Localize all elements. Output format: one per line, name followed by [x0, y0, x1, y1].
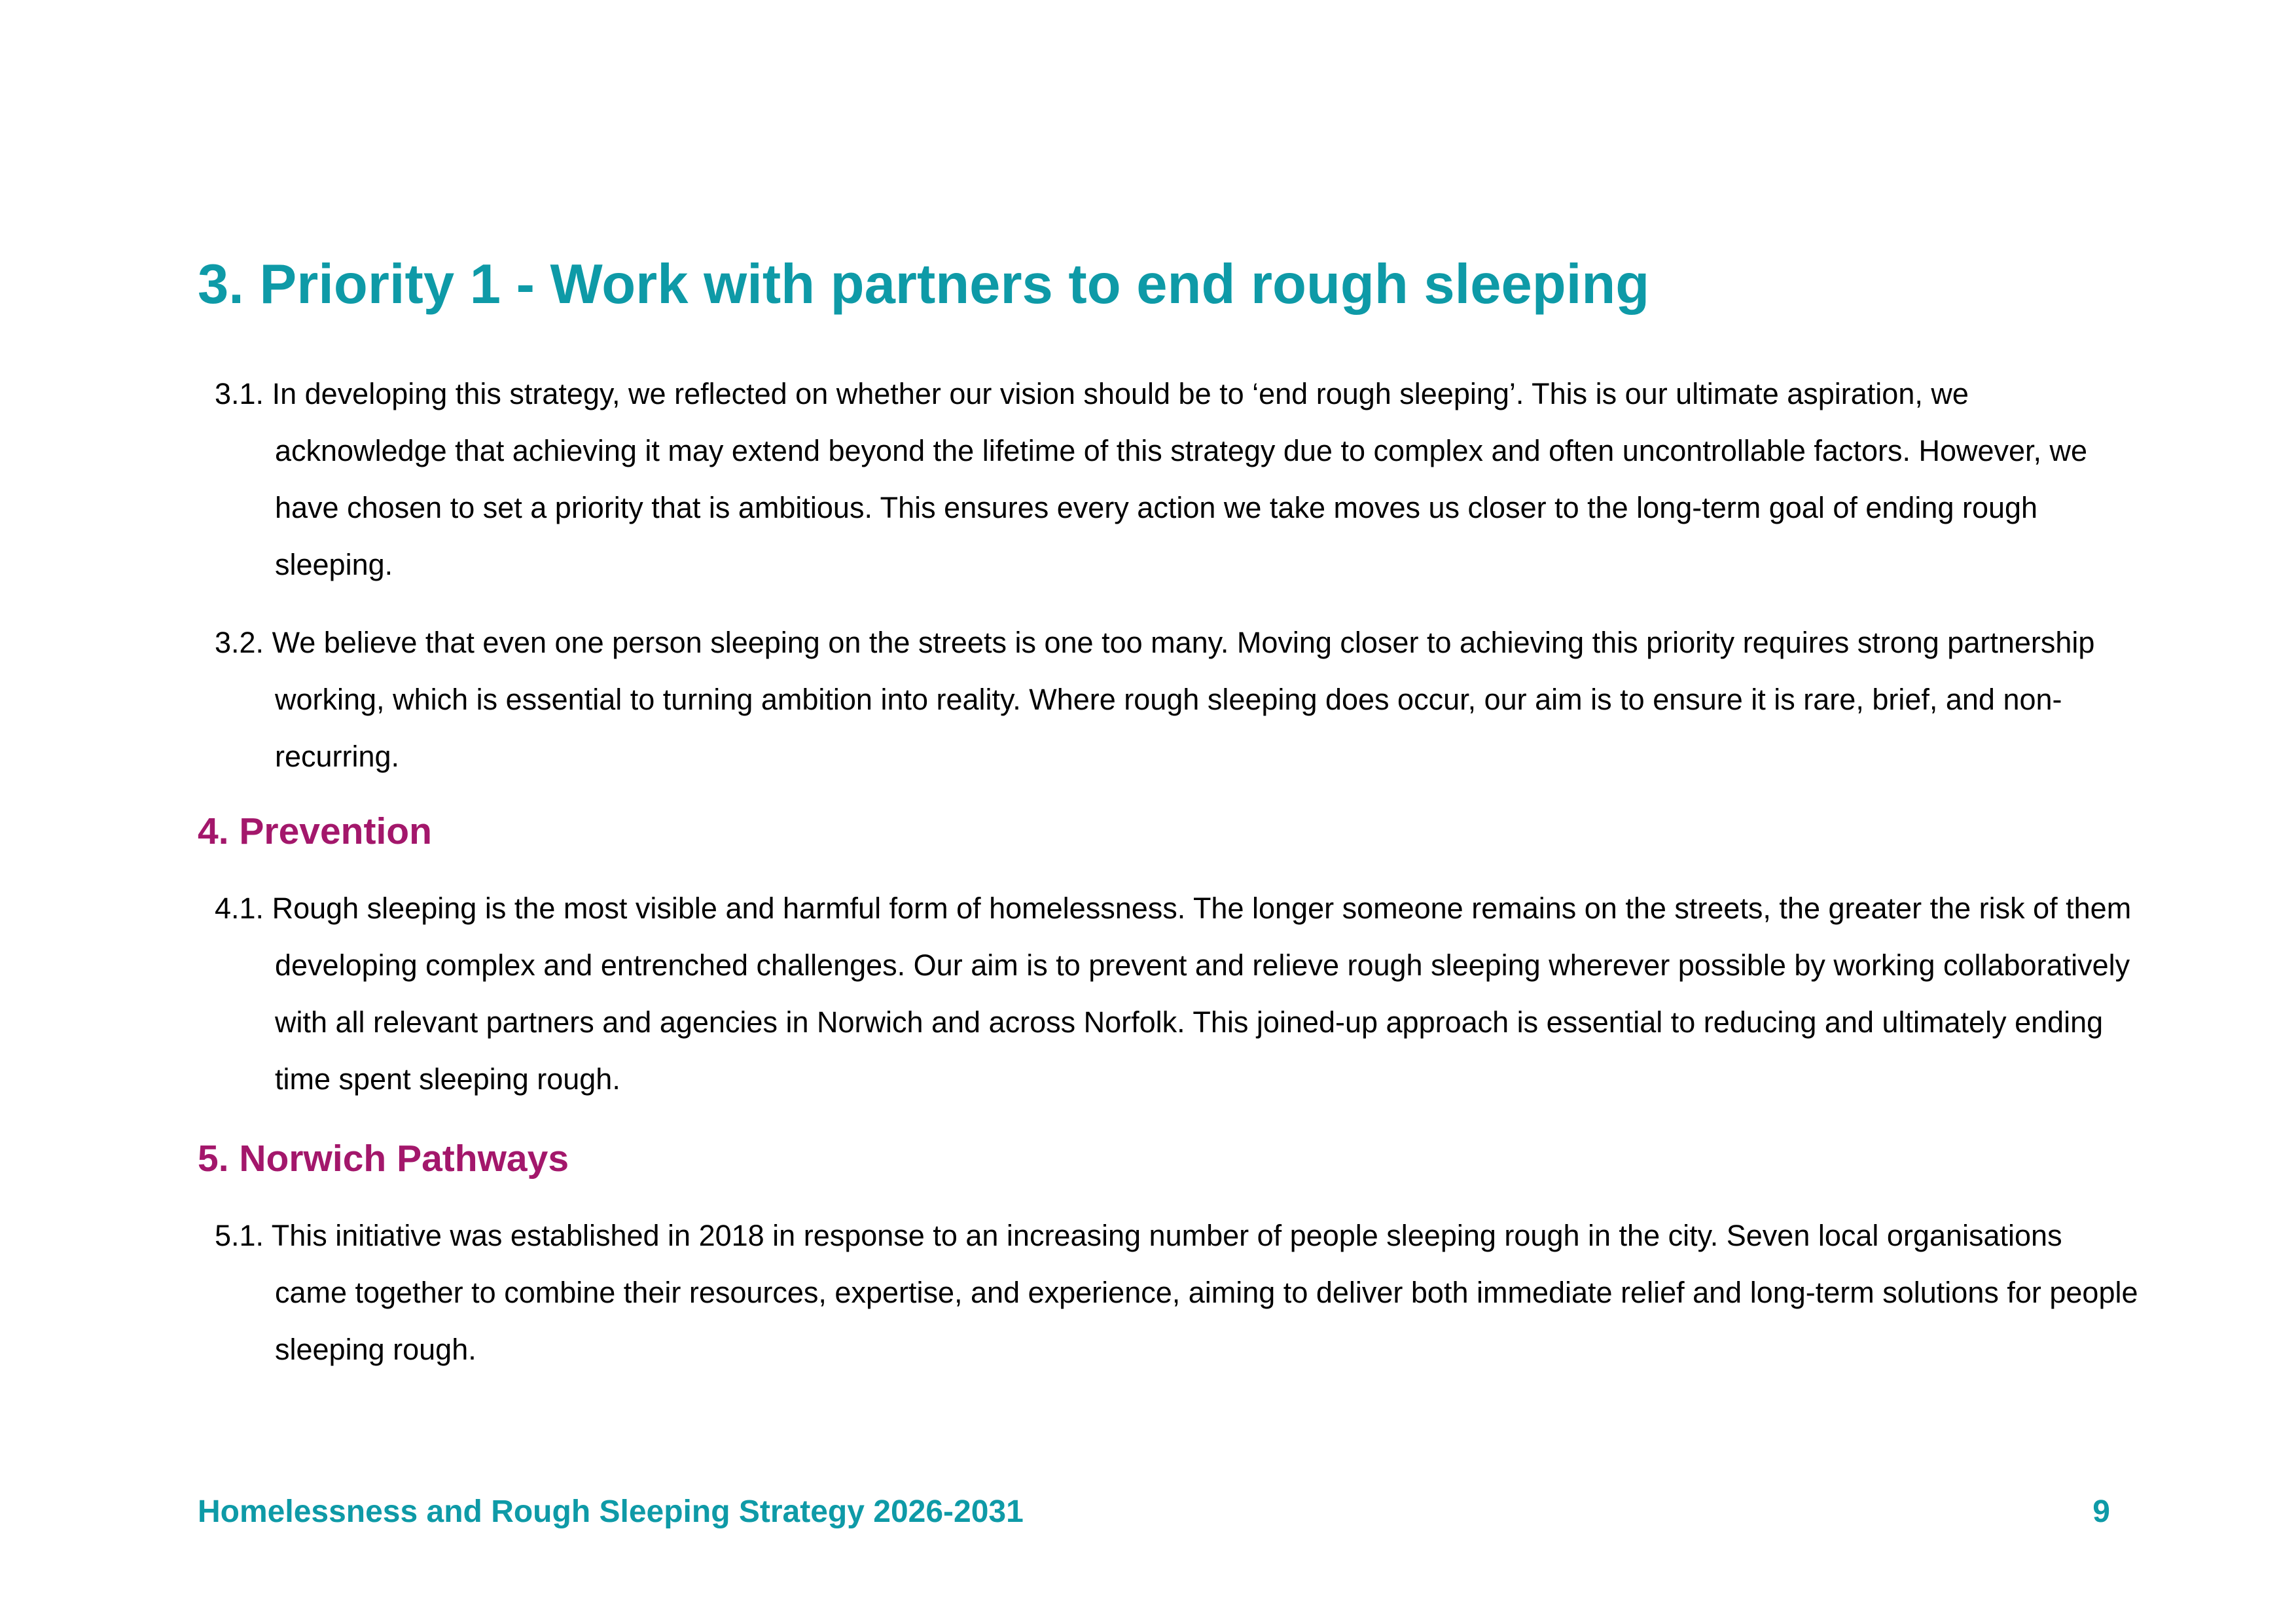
- paragraph-number: 5.1.: [215, 1219, 264, 1252]
- paragraph-number: 3.2.: [215, 626, 264, 659]
- paragraph-text: We believe that even one person sleeping on the streets is one too many. Moving closer to achieving this priority requires strong partnership working, which is essential to turning ambition into reality. Where rough sleeping does occur, our aim is to ensure it is rare, brief, and non-recurring.: [272, 626, 2095, 773]
- paragraph-number: 4.1.: [215, 892, 264, 925]
- paragraph-5-1: [215, 1207, 2140, 1378]
- paragraph-4-1: [215, 880, 2140, 1108]
- footer-title: Homelessness and Rough Sleeping Strategy 2026-2031: [198, 1494, 1024, 1529]
- paragraph-text: In developing this strategy, we reflected on whether our vision should be to ‘end rough sleeping’. This is our ultimate aspiration, we acknowledge that achieving it may extend beyond the lifetime of this strategy due to complex and often uncontrollable factors. However, we have chosen to set a priority that is ambitious. This ensures every action we take moves us closer to the long-term goal of ending rough sleeping.: [272, 377, 2088, 581]
- section-4-heading: 4. Prevention: [198, 810, 432, 852]
- paragraph-3-2: [215, 614, 2140, 785]
- paragraph-3-1: [215, 365, 2140, 593]
- paragraph-text: Rough sleeping is the most visible and harmful form of homelessness. The longer someone remains on the streets, the greater the risk of them developing complex and entrenched challenges. Our aim is to prevent and relieve rough sleeping wherever possible by working collaboratively with all relevant partners and agencies in Norwich and across Norfolk. This joined-up approach is essential to reducing and ultimately ending time spent sleeping rough.: [272, 892, 2132, 1096]
- paragraph-text: This initiative was established in 2018 in response to an increasing number of people sleeping rough in the city. Seven local organisations came together to combine their resources, expertise, and experience, aiming to deliver both immediate relief and long-term solutions for people sleeping rough.: [271, 1219, 2138, 1366]
- page-number: 9: [2092, 1494, 2110, 1529]
- section-3-heading: 3. Priority 1 - Work with partners to end rough sleeping: [198, 253, 1650, 316]
- paragraph-number: 3.1.: [215, 377, 264, 410]
- section-5-heading: 5. Norwich Pathways: [198, 1138, 569, 1180]
